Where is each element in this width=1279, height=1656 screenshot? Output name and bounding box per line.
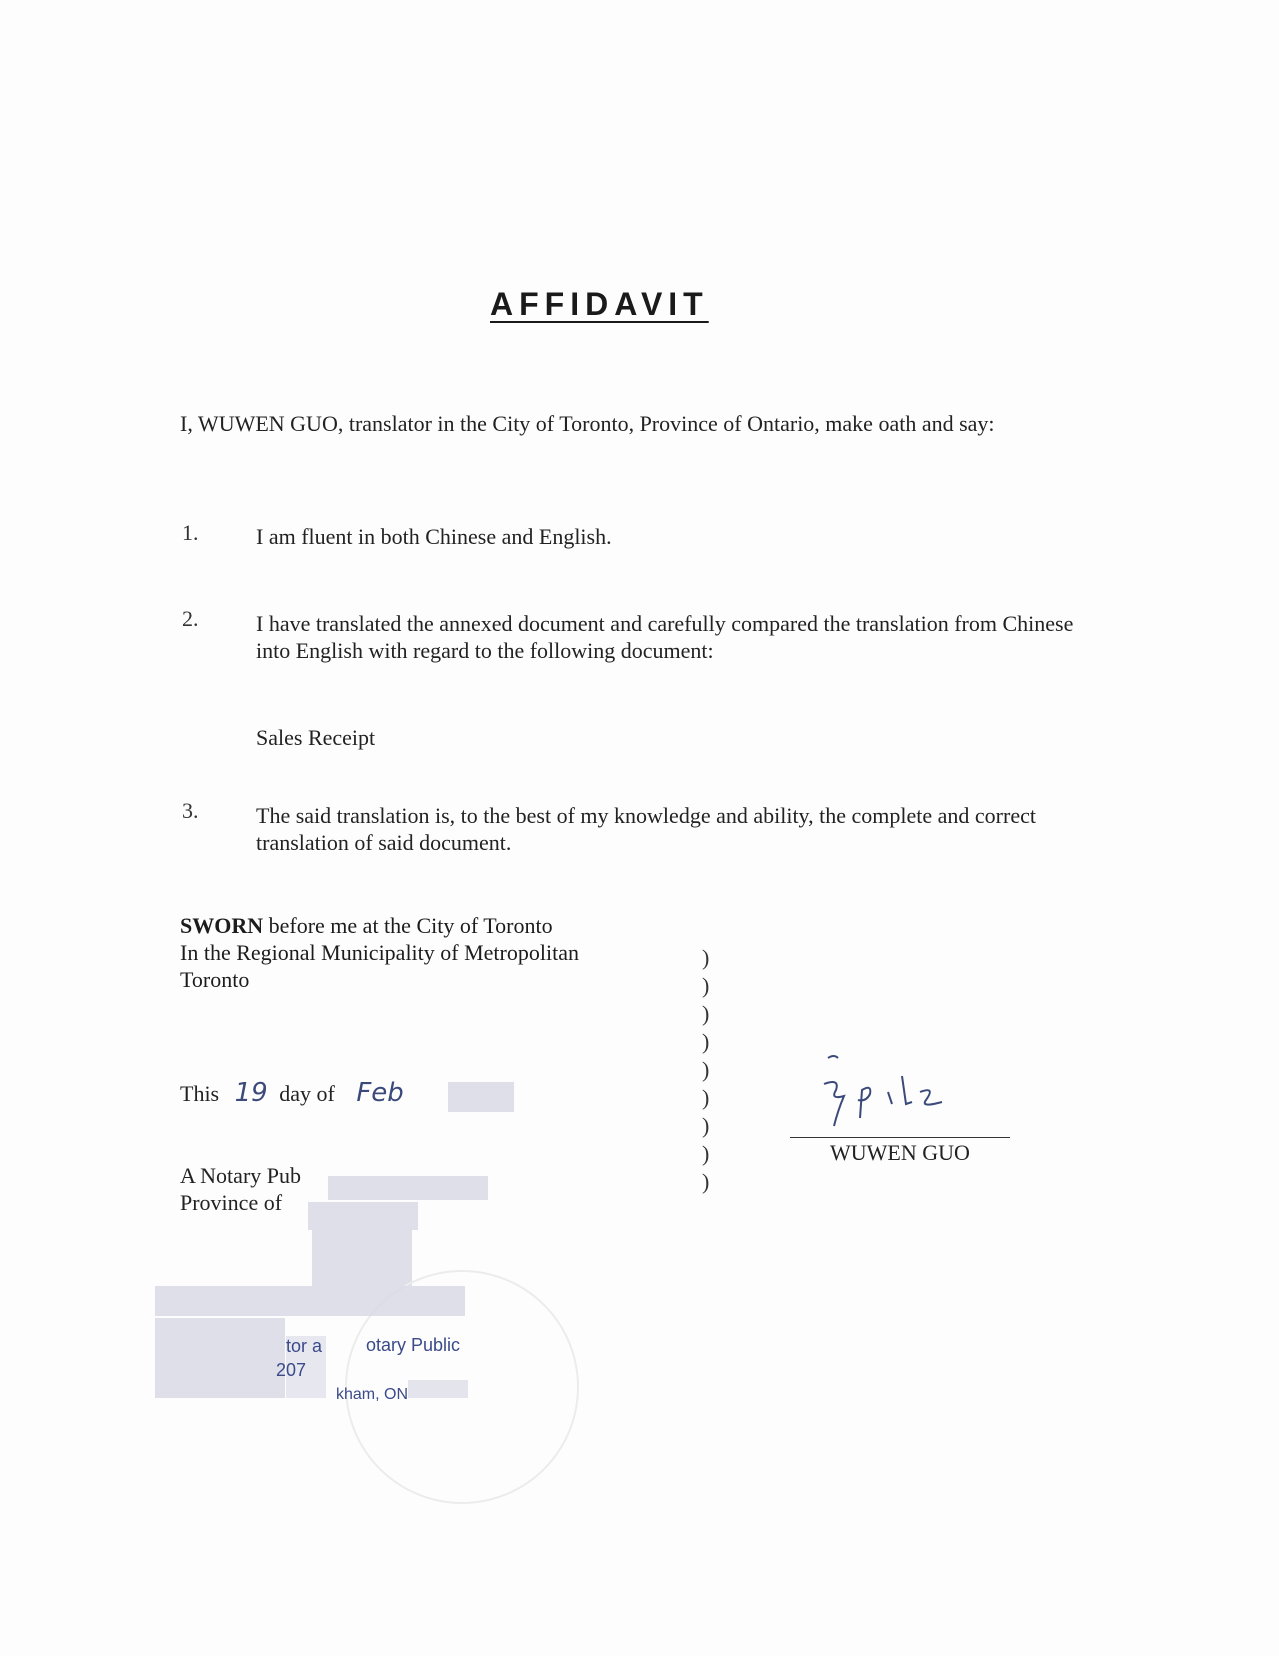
redaction-notary-1 xyxy=(328,1176,488,1200)
item-number-1: 1. xyxy=(182,520,199,545)
item-number-2: 2. xyxy=(182,606,199,631)
notary-line1: A Notary Pub xyxy=(180,1163,301,1188)
sworn-block xyxy=(180,912,680,993)
notary-line2: Province of xyxy=(180,1190,283,1215)
sworn-line2: In the Regional Municipality of Metropolitan xyxy=(180,940,579,965)
document-title: AFFIDAVIT xyxy=(490,286,709,322)
stamp-text-1: tor a xyxy=(286,1336,323,1356)
intro-paragraph: I, WUWEN GUO, translator in the City of Toronto, Province of Ontario, make oath and say: xyxy=(180,411,995,436)
sworn-line3: Toronto xyxy=(180,967,250,992)
item-text-1: I am fluent in both Chinese and English. xyxy=(256,524,612,549)
document-name: Sales Receipt xyxy=(256,725,376,750)
redaction-stamp-4 xyxy=(408,1380,468,1398)
item-text-3: The said translation is, to the best of my knowledge and ability, the complete and correct translation of said document. xyxy=(256,803,1036,855)
stamp-text-2: otary Public xyxy=(366,1335,461,1355)
signatory-name: WUWEN GUO xyxy=(830,1140,970,1165)
signature-line xyxy=(790,1137,1010,1138)
sworn-line1: before me at the City of Toronto xyxy=(263,913,553,938)
date-this: This xyxy=(180,1081,220,1106)
redaction-stamp-2 xyxy=(155,1318,285,1398)
redaction-notary-2 xyxy=(308,1202,418,1230)
stamp-text-4: kham, ON xyxy=(336,1386,409,1403)
redaction-notary-3 xyxy=(312,1230,412,1286)
redaction-stamp-1 xyxy=(155,1286,465,1316)
notary-block xyxy=(180,1162,301,1216)
redaction-date xyxy=(448,1082,514,1112)
date-day-of: day of xyxy=(279,1081,335,1106)
bracket-column: ) ) ) ) ) ) ) ) ) xyxy=(702,945,710,1194)
handwritten-day: 19 xyxy=(234,1078,268,1108)
date-line xyxy=(180,1078,404,1108)
signature-icon xyxy=(810,1048,990,1138)
stamp-text-3: 207 xyxy=(276,1360,307,1380)
item-number-3: 3. xyxy=(182,798,199,823)
item-text-2: I have translated the annexed document and carefully compared the translation from Chinese into English with regard to the following document: xyxy=(256,611,1074,663)
sworn-lead: SWORN xyxy=(180,913,264,938)
handwritten-month: Feb xyxy=(356,1078,404,1108)
